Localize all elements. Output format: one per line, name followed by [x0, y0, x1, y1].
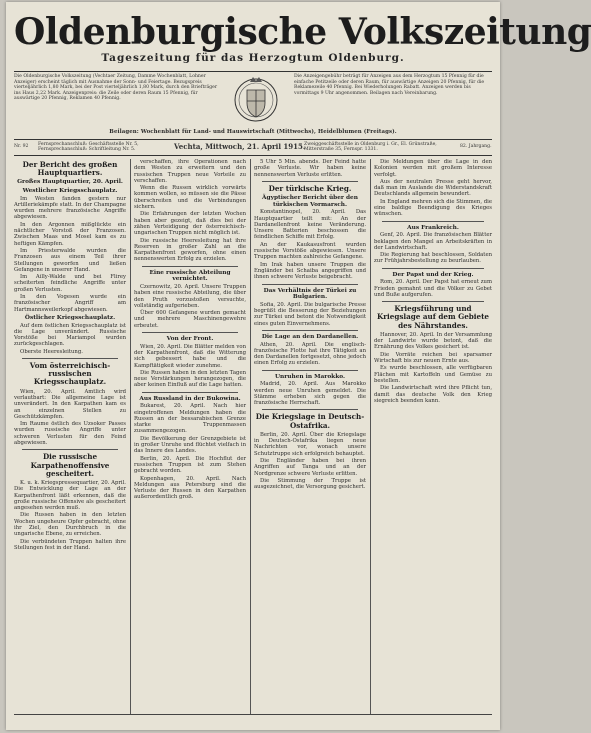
article-paragraph: In den Argonnen mißglückte ein nächtlicher Vorstoß der Franzosen. Zwischen Maas und Mosel kam es zu heftigen Kämpfen.: [14, 221, 126, 247]
article-paragraph: Die Erfahrungen der letzten Wochen haben aber gezeigt, daß dies bei der zähen Verteidigung der österreichisch-ungarischen Truppen nicht möglich ist.: [134, 211, 246, 237]
column-separator: [130, 159, 131, 714]
article-paragraph: In den Vogesen wurde ein französischer Angriff am Hartmannsweilerkopf abgewiesen.: [14, 294, 126, 313]
section-divider: [262, 409, 358, 410]
newspaper-title: Oldenburgische Volkszeitung: [14, 11, 591, 53]
article-paragraph: Madrid, 20. April. Aus Marokko werden neue Unruhen gemeldet. Die Stämme erheben sich gegen die französische Herrschaft.: [254, 381, 366, 407]
phone-info-left: Fernsprechanschluß: Geschäftsstelle Nr. 5, Fernsprechanschluß: Schriftleitung Nr. 5.: [38, 142, 139, 153]
volume-year: 82. Jahrgang.: [460, 144, 492, 149]
article-paragraph: An der Kaukasusfront wurden russische Vorstöße abgewiesen. Unsere Truppen machten zahlreiche Gefangene.: [254, 241, 366, 261]
section-divider: [262, 330, 358, 331]
header-info-right: Die Anzeigengebühr beträgt für Anzeigen aus dem Herzogtum 15 Pfennig für die einfache Petitzeile oder deren Raum, für auswärtige Anzeigen 20 Pfennig, für die Reklamezeile 40 Pfennig. Bei Wiederholungen Rabatt. Anzeigen werden bis vormittags 9 Uhr angenommen. Beilagen nach Vereinbarung.: [294, 74, 485, 96]
article-headline: Aus Frankreich.: [407, 224, 459, 231]
article-paragraph: Athen, 20. April. Die englisch-französische Flotte hat ihre Tätigkeit an den Dardanellen fortgesetzt, ohne jedoch einen Erfolg zu erzielen.: [254, 341, 366, 367]
column-separator: [250, 159, 251, 714]
section-divider: [142, 332, 238, 333]
article-paragraph: K. u. k. Kriegspressequartier, 20. April. Die Entwicklung der Lage an der Karpathenfront läßt erkennen, daß die große russische Offensive als gescheitert angesehen werden muß.: [14, 479, 126, 512]
section-divider: [22, 358, 118, 359]
article-headline: Die russische Karpathenoffensive gescheitert.: [30, 452, 110, 478]
article-paragraph: Hannover, 20. April. In der Versammlung der Landwirte wurde betont, daß die Ernährung des Volkes gesichert ist.: [374, 331, 492, 351]
article-paragraph: Es wurde beschlossen, alle verfügbaren Flächen mit Kartoffeln und Gemüse zu bestellen.: [374, 365, 492, 384]
section-divider: [262, 370, 358, 371]
article-headline: Die Lage an den Dardanellen.: [261, 333, 359, 340]
section-divider: [142, 392, 238, 393]
article-paragraph: Im Irak haben unsere Truppen die Engländer bei Schaiba angegriffen und ihnen schwere Verluste beigebracht.: [254, 261, 366, 281]
article-headline: Der türkische Krieg.: [268, 183, 352, 193]
article-paragraph: Die verbündeten Truppen halten ihre Stellungen fest in der Hand.: [14, 538, 126, 551]
article-paragraph: Berlin, 20. April. Die Hochflut der russischen Truppen ist zum Stehen gebracht worden.: [134, 455, 246, 475]
article-paragraph: Rom, 20. April. Der Papst hat erneut zum Frieden gemahnt und die Völker zu Gebet und Buße aufgerufen.: [374, 279, 492, 298]
article-paragraph: Die Stimmung der Truppe ist ausgezeichnet, die Versorgung gesichert.: [254, 477, 366, 491]
article-paragraph: Wien, 20. April. Amtlich wird verlautbart: Die allgemeine Lage ist unverändert. In den Karpathen kam es an einzelnen Stellen zu Geschützkämpfen.: [14, 388, 126, 420]
newspaper-page: [6, 2, 591, 730]
section-divider: [382, 268, 484, 269]
article-headline: Aus Russland in der Bukowina.: [139, 395, 241, 402]
article-paragraph: Bukarest, 20. April. Nach hier eingetroffenen Meldungen haben die Russen an der bessarabischen Grenze starke Truppenmassen zusammengezogen.: [134, 403, 246, 435]
article-paragraph: verschaffen, ihre Operationen nach dem Westen zu erweitern und den russischen Truppen neue Vorteile zu verschaffen.: [134, 159, 246, 184]
column-4: [374, 159, 492, 714]
article-headline: Der Papst und der Krieg.: [392, 271, 474, 278]
article-headline: Eine russische Abteilung vernichtet.: [149, 269, 231, 283]
section-divider: [22, 449, 118, 450]
section-divider: [142, 266, 238, 267]
article-headline: Ägyptischer Bericht über den türkischen Vormarsch.: [262, 195, 358, 208]
article-paragraph: Oberste Heeresleitung.: [20, 348, 83, 355]
column-separator: [370, 159, 371, 714]
article-paragraph: Genf, 20. April. Die französischen Blätter beklagen den Mangel an Arbeitskräften in der Landwirtschaft.: [374, 232, 492, 251]
article-headline: Unruhen in Marokko.: [274, 373, 346, 380]
article-paragraph: Im Raume östlich des Uzsoker Passes wurden russische Angriffe unter schweren Verlusten für den Feind abgewiesen.: [14, 421, 126, 446]
article-paragraph: Sofia, 20. April. Die bulgarische Presse begrüßt die Besserung der Beziehungen zur Türkei und betont die Notwendigkeit eines guten Einvernehmens.: [254, 301, 366, 327]
article-paragraph: Aus der neutralen Presse geht hervor, daß man im Auslande die Widerstandskraft Deutschlands allgemein bewundert.: [374, 178, 492, 198]
article-paragraph: Berlin, 20. April. Über die Kriegslage in Deutsch-Ostafrika liegen neue Nachrichten vor, wonach unsere Schutztruppe sich erfolgreich behauptet.: [254, 431, 366, 457]
article-paragraph: Die Meldungen über die Lage in den Kolonien werden mit großem Interesse verfolgt.: [374, 159, 492, 178]
dateline-top-rule: [14, 139, 492, 140]
article-paragraph: Wien, 20. April. Die Blätter melden von der Karpathenfront, daß die Witterung sich gebessert habe und die Kampftätigkeit wieder zunehme.: [134, 343, 246, 369]
article-headline: Großes Hauptquartier, 20. April.: [17, 179, 123, 186]
article-headline: Östlicher Kriegsschauplatz.: [24, 314, 116, 321]
article-paragraph: Die Engländer haben bei ihren Angriffen auf Tanga und an der Nordgrenze schwere Verluste erlitten.: [254, 458, 366, 477]
article-paragraph: Die russische Heeresleitung hat ihre Reserven in großer Zahl an die Karpathenfront geworfen, ohne einen nennenswerten Erfolg zu erzielen.: [134, 237, 246, 263]
article-paragraph: Die Regierung hat beschlossen, Soldaten zur Frühjahrsbestellung zu beurlauben.: [374, 252, 492, 265]
article-paragraph: Im Priesterwalde wurden die Franzosen aus einem Teil ihrer Stellungen geworfen und ließen Gefangene in unserer Hand.: [14, 247, 126, 273]
column-2: [134, 159, 246, 714]
footer-rule: [14, 714, 492, 715]
section-divider: [382, 221, 484, 222]
column-3: [254, 159, 366, 714]
dateline-bottom-rule: [14, 155, 492, 156]
article-paragraph: Die Vorräte reichen bei sparsamer Wirtschaft bis zur neuen Ernte aus.: [374, 351, 492, 365]
article-headline: Das Verhältnis der Türkei zu Bulgarien.: [263, 287, 357, 301]
section-divider: [262, 181, 358, 182]
article-paragraph: Auf dem östlichen Kriegsschauplatz ist die Lage unverändert. Russische Vorstöße bei Mariampol wurden zurückgeschlagen.: [14, 322, 126, 348]
article-paragraph: In England mehren sich die Stimmen, die eine baldige Beendigung des Krieges wünschen.: [374, 198, 492, 218]
masthead: [14, 8, 591, 68]
header-info-left: Die Oldenburgische Volkszeitung (Vechtaer Zeitung, Damme Wochenblatt, Lohner Anzeiger) erscheint täglich mit Ausnahme der Sonn- und Feiertage. Bezugspreis vierteljährlich 1,80 Mark, bei der Post vierteljährlich 1,80 Mark, durch den Briefträger ins Haus 2,22 Mark. Anzeigenpreis: die Zeile oder deren Raum 15 Pfennig, für auswärtige 20 Pfennig, Reklamen 40 Pfennig.: [14, 74, 218, 102]
coat-of-arms-icon: [230, 72, 282, 126]
article-headline: Westlicher Kriegsschauplatz.: [22, 188, 118, 194]
article-paragraph: Konstantinopel, 20. April. Das Hauptquartier teilt mit: An der Dardanellenfront keine Veränderung. Unsere Batterien beschossen die feindlichen Schiffe mit Erfolg.: [254, 209, 366, 241]
article-headline: Kriegsführung und Kriegslage auf dem Gebiete des Nährstandes.: [376, 304, 489, 330]
newspaper-subtitle: Tageszeitung für das Herzogtum Oldenburg.: [101, 52, 405, 64]
article-paragraph: Wenn die Russen wirklich vorwärts kommen wollen, so müssen sie die Pässe überschreiten und die Verbindungen sichern.: [134, 185, 246, 211]
article-paragraph: Die Bevölkerung der Grenzgebiete ist in großer Unruhe und flüchtet vielfach in das Innere des Landes.: [134, 435, 246, 455]
dateline: [14, 142, 492, 154]
article-headline: Die Kriegslage in Deutsch-Ostafrika.: [255, 412, 365, 430]
article-paragraph: Im Ailly-Walde und bei Flirey scheiterten feindliche Angriffe unter großen Verlusten.: [14, 274, 126, 293]
phone-info-right: Zweiggeschäftsstelle in Oldenburg i. Gr., El. Grünstraße, Mitterstraße 35, Fernspr. 1331.: [304, 142, 437, 153]
article-paragraph: 5 Uhr 5 Min. abends. Der Feind hatte große Verluste. Wir haben keine nennenswerten Verluste erlitten.: [254, 159, 366, 178]
article-paragraph: Czernowitz, 20. April. Unsere Truppen haben eine russische Abteilung, die über den Pruth vorzustoßen versuchte, vollständig aufgerieben.: [134, 283, 246, 309]
supplements-line: Beilagen: Wochenblatt für Land- und Hauswirtschaft (Mittwochs), Heidelblumen (Freitags).: [109, 129, 397, 135]
article-paragraph: Kopenhagen, 20. April. Nach Meldungen aus Petersburg sind die Verluste der Russen in den Karpathen außerordentlich groß.: [134, 475, 246, 501]
section-divider: [262, 284, 358, 285]
column-1: [14, 159, 126, 714]
issue-number: Nr. 92: [14, 144, 29, 149]
article-paragraph: Die Landwirtschaft wird ihre Pflicht tun, damit das deutsche Volk den Krieg siegreich beenden kann.: [374, 385, 492, 404]
section-divider: [382, 301, 484, 302]
article-paragraph: Die Russen haben in den letzten Tagen neue Verstärkungen herangezogen, die aber keinen Einfluß auf die Lage hatten.: [134, 369, 246, 389]
article-headline: Von der Front.: [166, 336, 214, 343]
issue-date: Vechta, Mittwoch, 21. April 1915.: [174, 142, 306, 151]
article-headline: Vom österreichisch-russischen Kriegsschauplatz.: [29, 361, 111, 387]
article-paragraph: Im Westen fanden gestern nur Artilleriekämpfe statt. In der Champagne wurden mehrere französische Angriffe abgewiesen.: [14, 195, 126, 221]
article-paragraph: Über 600 Gefangene wurden gemacht und mehrere Maschinengewehre erbeutet.: [134, 310, 246, 329]
article-paragraph: Die Russen haben in den letzten Wochen ungeheure Opfer gebracht, ohne ihr Ziel, den Durchbruch in die ungarische Ebene, zu erreichen.: [14, 512, 126, 538]
article-headline: Der Bericht des großen Hauptquartiers.: [22, 160, 118, 178]
